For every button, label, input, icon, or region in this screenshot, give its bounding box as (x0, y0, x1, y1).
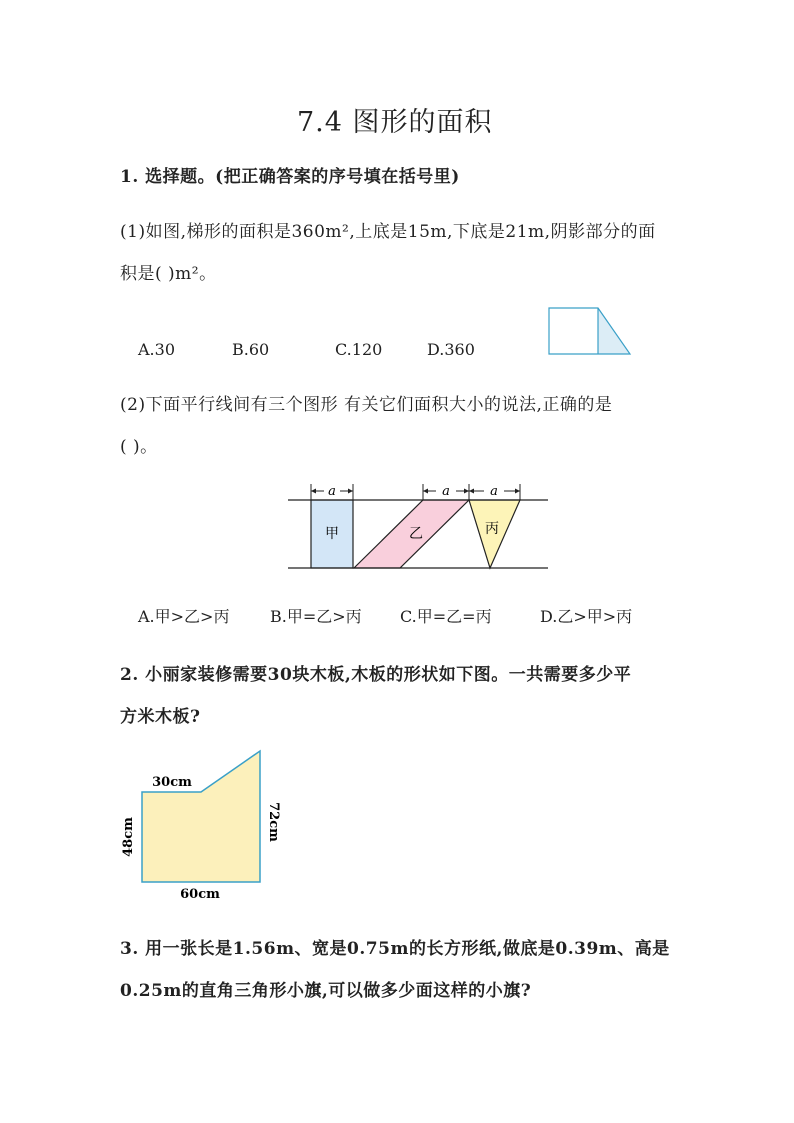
question-3-line2: 0.25m的直角三角形小旗,可以做多少面这样的小旗? (120, 981, 532, 1001)
option-2-a: A.甲>乙>丙 (138, 607, 230, 626)
question-1-2-line1: (2)下面平行线间有三个图形 有关它们面积大小的说法,正确的是 (120, 395, 613, 415)
dim-label-bing: a (490, 484, 498, 499)
dim-label-yi: a (442, 484, 450, 499)
label-yi: 乙 (409, 526, 423, 542)
label-jia: 甲 (325, 526, 339, 542)
question-2-line2: 方米木板? (120, 707, 201, 727)
question-1-1-line1: (1)如图,梯形的面积是360m²,上底是15m,下底是21m,阴影部分的面 (120, 222, 656, 242)
label-right: 72cm (266, 802, 281, 842)
question-1-2-line2: ( )。 (120, 437, 158, 457)
option-2-d: D.乙>甲>丙 (540, 607, 633, 626)
question-3-line1: 3. 用一张长是1.56m、宽是0.75m的长方形纸,做底是0.39m、高是 (120, 939, 670, 959)
dim-label-jia: a (328, 484, 336, 499)
trapezoid-figure (540, 300, 640, 362)
option-b: B.60 (232, 340, 270, 359)
option-a: A.30 (138, 340, 175, 359)
question-1-1-line2: 积是( )m²。 (120, 264, 217, 284)
option-2-b: B.甲=乙>丙 (270, 607, 362, 626)
board-shape (142, 751, 260, 882)
page-title: 7.4 图形的面积 (297, 107, 493, 138)
option-2-c: C.甲=乙=丙 (400, 607, 492, 626)
label-top: 30cm (152, 775, 192, 790)
board-figure (110, 740, 310, 905)
option-c: C.120 (335, 340, 383, 359)
parallel-lines-figure (280, 478, 555, 578)
label-bottom: 60cm (180, 887, 220, 902)
option-d: D.360 (427, 340, 475, 359)
label-bing: 丙 (485, 521, 499, 537)
label-left: 48cm (121, 817, 136, 857)
question-2-line1: 2. 小丽家装修需要30块木板,木板的形状如下图。一共需要多少平 (120, 665, 632, 685)
question-1-heading: 1. 选择题。(把正确答案的序号填在括号里) (120, 167, 460, 187)
